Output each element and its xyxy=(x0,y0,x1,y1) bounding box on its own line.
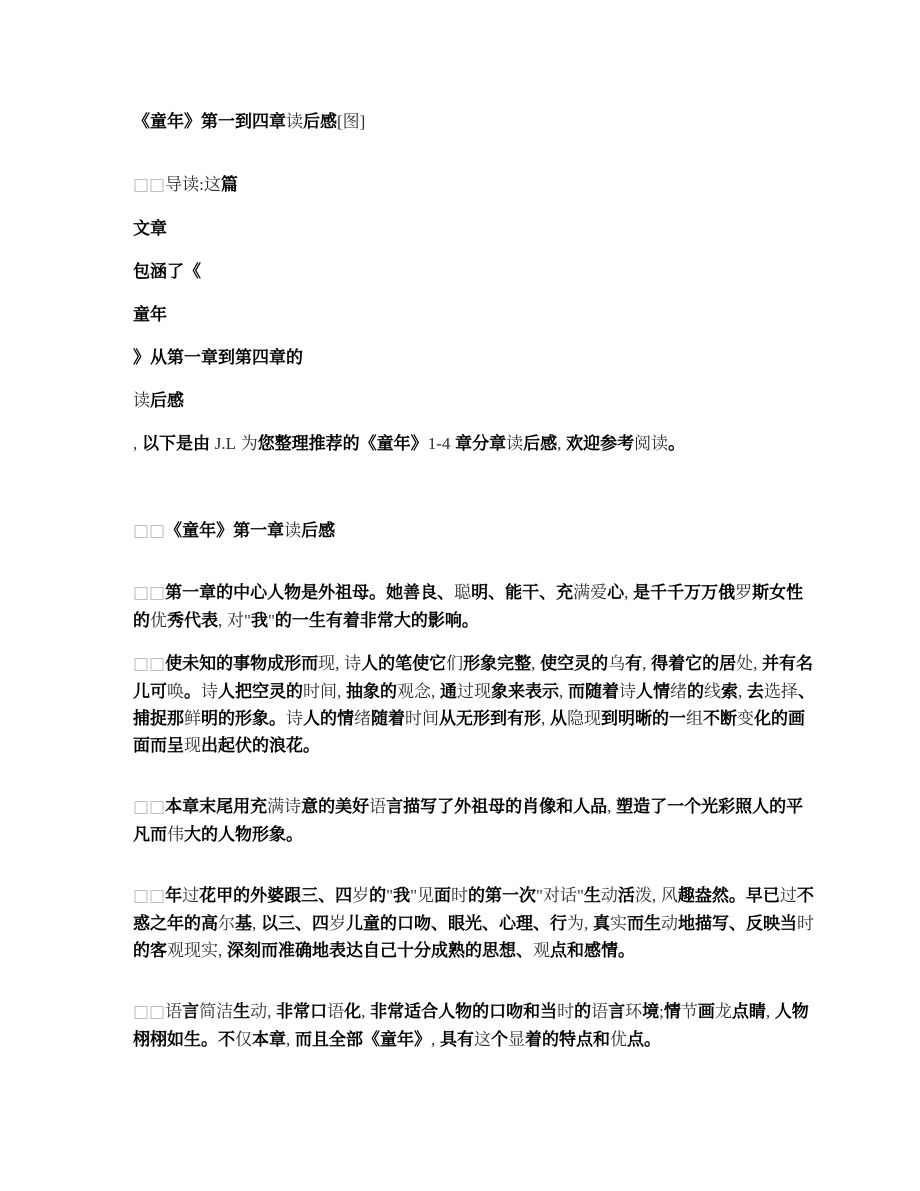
paragraph-11: □□本章末尾用充满诗意的美好语言描写了外祖母的肖像和人品, 塑造了一个光彩照人的平凡而伟大的人物形象。 xyxy=(133,797,804,844)
paragraph-10: □□使未知的事物成形而现, 诗人的笔使它们形象完整, 使空灵的乌有, 得着它的居处, 并有名儿可唤。诗人把空灵的时间, 抽象的观念, 通过现象来表示, 而随着诗人情绪的线索, 去选择、捕捉那鲜明的形象。诗人的情绪随着时间从无形到有形, 从隐现到明晰的一组不断变化的画面而呈现出起伏的浪花。 xyxy=(133,654,815,755)
paragraph-6: 读后感 xyxy=(133,391,184,410)
paragraph-12: □□年过花甲的外婆跟三、四岁的"我"见面时的第一次"对话"生动活泼, 风趣盎然。早已过不惑之年的高尔基, 以三、四岁儿童的口吻、眼光、心理、行为, 真实而生动地描写、反映当时的客观现实, 深刻而准确地表达自己十分成熟的思想、观点和感情。 xyxy=(133,886,814,960)
paragraph-5: 》从第一章到第四章的 xyxy=(133,348,303,367)
paragraph-3: 包涵了《 xyxy=(133,262,201,281)
paragraph-13: □□语言简洁生动, 非常口语化, 非常适合人物的口吻和当时的语言环境;情节画龙点睛, 人物栩栩如生。不仅本章, 而且全部《童年》, 具有这个显着的特点和优点。 xyxy=(133,1002,809,1049)
document-title: 《童年》第一到四章读后感[图] xyxy=(133,112,366,131)
paragraph-2: 文章 xyxy=(133,219,167,238)
paragraph-1: □□导读:这篇 xyxy=(133,175,238,195)
paragraph-4: 童年 xyxy=(133,305,167,324)
document-body xyxy=(133,171,815,1053)
paragraph-7: , 以下是由 J.L 为您整理推荐的《童年》1-4 章分章读后感, 欢迎参考阅读。 xyxy=(133,434,686,453)
paragraph-9: □□第一章的中心人物是外祖母。她善良、聪明、能干、充满爱心, 是千千万万俄罗斯女性的优秀代表, 对"我"的一生有着非常大的影响。 xyxy=(133,583,804,630)
paragraph-8: □□《童年》第一章读后感 xyxy=(133,521,336,541)
